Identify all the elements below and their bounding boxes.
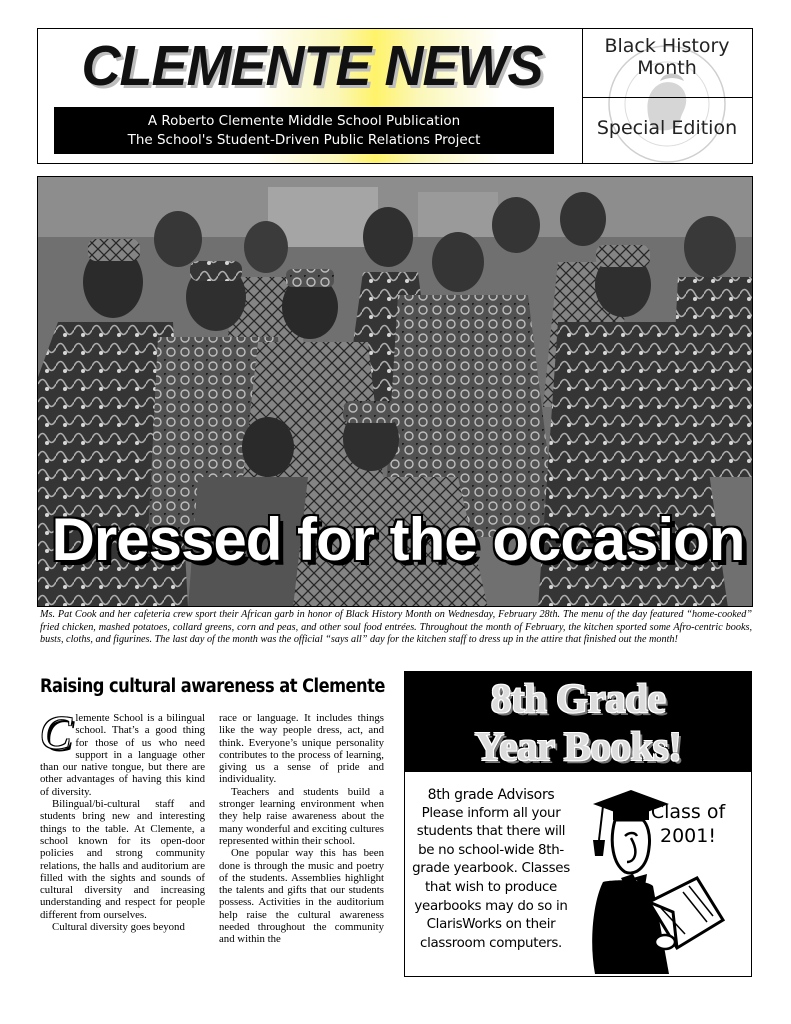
article-paragraph-3: Cultural diversity goes beyond	[52, 921, 185, 934]
subtitle-line-2: The School's Student-Driven Public Relations Project	[127, 132, 481, 148]
class-of-line-1: Class of	[650, 801, 726, 823]
cafeteria-crew-photo	[37, 176, 753, 607]
yearbook-advisors-heading: 8th grade Advisors	[427, 787, 555, 803]
newspaper-title: CLEMENTE NEWS	[81, 34, 543, 98]
edition-divider	[582, 97, 752, 98]
class-of-line-2: 2001!	[660, 825, 716, 847]
masthead-title-panel	[38, 29, 583, 163]
edition-panel	[582, 29, 752, 163]
article-paragraph-4: race or language. It includes things like the way people dress, act, and think. Everyone’s unique personality contributes to the process of learning, giving us a sense of pride and individuality.	[219, 712, 384, 786]
edition-line-1: Black History	[604, 35, 730, 57]
yearbook-headline-line-1: 8th Grade	[490, 675, 666, 721]
article-column-2	[219, 712, 384, 946]
special-edition-label: Special Edition	[596, 117, 738, 139]
photo-caption: Ms. Pat Cook and her cafeteria crew sport their African garb in honor of Black History Month on Wednesday, February 28th. The menu of the day featured “home-cooked” fried chicken, mashed potatoes, collard greens, corn and peas, and other soul food entrées. Throughout the month of February, the kitchen sported some Afro-centric books, busts, cloths, and figurines. The last day of the month was the official “says all” day for the kitchen staff to dress up in the attire that finished out the month!	[40, 609, 752, 646]
yearbook-headline-line-2: Year Books!	[474, 723, 682, 769]
article-paragraph-1	[40, 707, 205, 798]
edition-line-2: Month	[637, 57, 697, 79]
article-headline: Raising cultural awareness at Clemente	[40, 676, 385, 697]
article-paragraph-6: One popular way this has been done is through the music and poetry of the students. Assemblies highlight the talents and gifts that our students possess. Activities in the auditorium help raise the cultural awareness needed throughout the community and within the	[219, 847, 384, 946]
yearbook-notice	[404, 671, 752, 977]
edition-title	[582, 35, 752, 79]
article-paragraph-5: Teachers and students build a stronger learning environment when they help raise awareness about the many wonderful and exciting cultures represented within their school.	[219, 785, 384, 847]
masthead	[37, 28, 753, 164]
masthead-subtitle-bar	[54, 107, 554, 154]
class-of-label	[633, 800, 743, 848]
yearbook-body-text: Please inform all your students that there will be no school-wide 8th-grade yearbook. Classes that wish to produce yearbooks may do so in ClarisWorks on their classroom computers.	[412, 805, 570, 951]
photo-headline: Dressed for the occasion	[51, 506, 745, 573]
article-paragraph-2: Bilingual/bi-cultural staff and students bring new and interesting things to the table. At Clemente, a school known for its open-door policies and strong community relations, the halls and auditorium are filled with the sights and sounds of cultural diversity and increasing understanding and respect for people different from ourselves.	[40, 798, 205, 921]
article-column-1	[40, 707, 205, 934]
subtitle-line-1: A Roberto Clemente Middle School Publication	[147, 113, 461, 129]
yearbook-body	[411, 786, 571, 953]
yearbook-headline	[405, 674, 751, 770]
drop-cap: C	[40, 707, 72, 759]
yearbook-header	[405, 672, 751, 772]
article-paragraph-1-text: lemente School is a bilingual school. That’s a good thing for those of us who need support in a language other than our native tongue, but there are other advantages of having this kind of diversity.	[40, 712, 205, 798]
